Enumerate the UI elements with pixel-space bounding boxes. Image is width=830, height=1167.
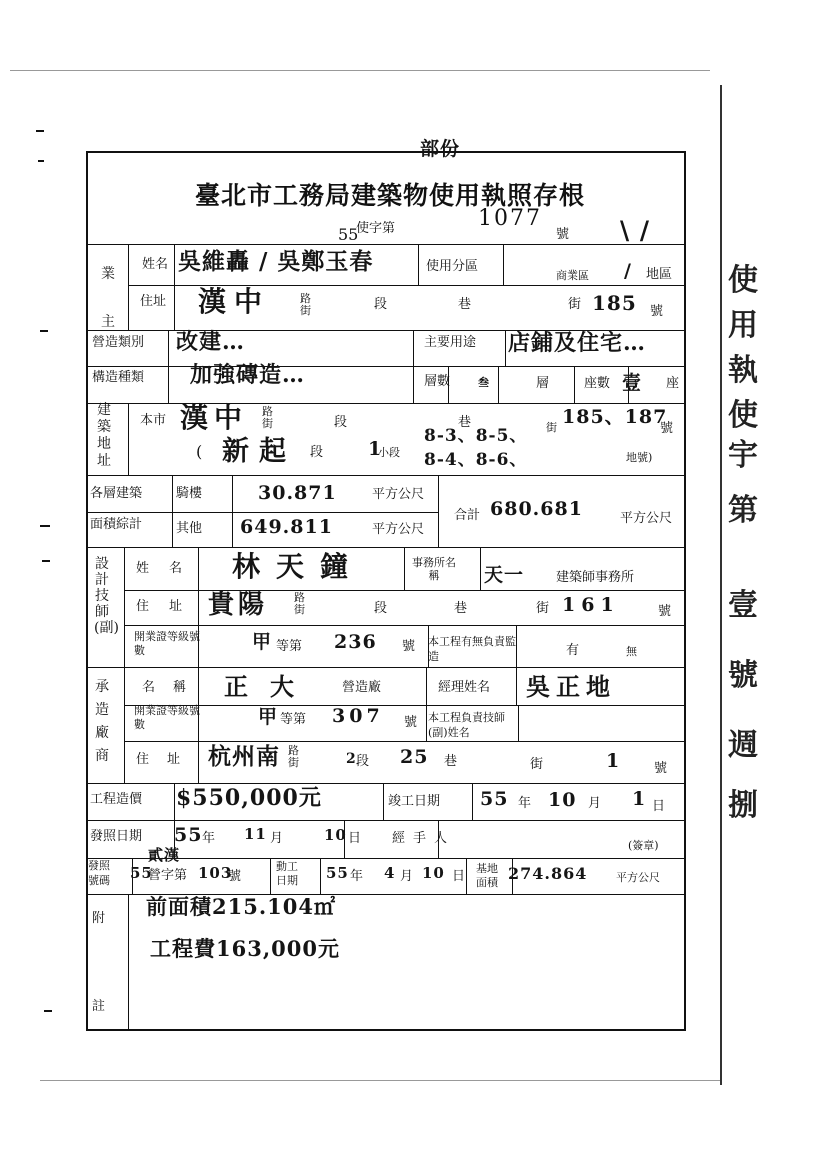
designer-xiang: 巷 <box>454 601 468 616</box>
complete-month-unit: 月 <box>588 796 602 811</box>
handler-label: 經手人 <box>392 831 456 846</box>
owner-road-street: 路 街 <box>300 292 311 317</box>
designer-license-number: 236 <box>334 631 377 653</box>
owner-group-label: 業主 <box>101 266 115 330</box>
contractor-duan: 段 <box>356 754 370 769</box>
site-duan: 段 <box>334 415 348 430</box>
issue-month-unit: 月 <box>270 831 284 846</box>
seal-label: (簽章) <box>628 839 659 852</box>
designer-address-number: 161 <box>562 594 620 616</box>
start-day: 10 <box>422 864 445 882</box>
supervise-label: 本工程有無負責監造 <box>428 635 516 663</box>
designer-duan: 段 <box>374 601 388 616</box>
issue-number-label: 發照號碼 <box>88 859 110 887</box>
buildings-value: 壹 <box>622 372 643 394</box>
contractor-license-mid: 等第 <box>280 712 307 727</box>
cert-prefix: 55 <box>338 225 359 244</box>
supervise-value: 有 <box>566 643 580 658</box>
arcade-value: 30.871 <box>258 482 337 504</box>
contractor-address-xiang: 25 <box>400 746 429 768</box>
owner-hao: 號 <box>650 304 664 319</box>
corner-mark: \ / <box>620 216 650 245</box>
zone-label: 使用分區 <box>426 259 479 274</box>
designer-license-mid: 等第 <box>276 639 303 654</box>
edge-char: 執 <box>728 353 758 388</box>
scan-dash <box>42 560 50 562</box>
site-road: 漢中 <box>180 401 249 434</box>
scan-dash <box>38 160 44 162</box>
issue-number-value: 103 <box>198 864 233 882</box>
edge-char: 捌 <box>728 788 758 823</box>
floors-unit: 層 <box>536 376 550 391</box>
site-section: 新起 <box>222 436 296 467</box>
issue-month-value: 11 <box>244 825 267 843</box>
use-label: 主要用途 <box>424 335 477 350</box>
site-hao: 號 <box>660 421 674 436</box>
owner-address-number: 185 <box>592 291 637 315</box>
owner-duan: 段 <box>374 297 388 312</box>
complete-day-unit: 日 <box>652 799 666 814</box>
other-label: 其他 <box>176 521 203 536</box>
site-group-label: 建築地址 <box>97 402 111 469</box>
start-year: 55 <box>326 864 349 882</box>
designer-license-label: 開業證等級號數 <box>134 630 200 657</box>
edge-char: 用 <box>728 308 758 343</box>
base-value: 274.864 <box>508 864 588 883</box>
notes-label-bottom: 註 <box>92 999 106 1014</box>
edge-char: 壹 <box>728 588 758 623</box>
edge-char: 第 <box>728 493 758 528</box>
contractor-name-label: 名稱 <box>142 680 205 695</box>
site-lots-line1: 8-3、8-5、 <box>424 426 528 446</box>
type-label: 營造類別 <box>92 335 145 350</box>
site-duan2: 段 <box>310 445 324 460</box>
notes-line-1: 前面積215.104㎡ <box>146 894 336 919</box>
contractor-license-grade: 甲 <box>258 706 279 728</box>
contractor-xiang: 巷 <box>444 754 458 769</box>
buildings-label: 座數 <box>584 376 611 391</box>
contractor-group-label: 承造廠商 <box>95 679 109 764</box>
site-road-street: 路 街 <box>262 405 273 430</box>
issue-year-unit: 年 <box>202 831 216 846</box>
complete-day: 1 <box>632 788 647 810</box>
cost-label: 工程造價 <box>90 792 143 807</box>
office-suffix: 建築師事務所 <box>556 570 635 585</box>
site-subsection: 1 <box>368 438 383 460</box>
designer-group-label: 設計技師(副) <box>94 556 119 636</box>
contractor-hao: 號 <box>654 761 668 776</box>
site-xiang: 巷 <box>458 415 472 430</box>
edge-char: 號 <box>728 658 758 693</box>
issue-number-prefix: 55 <box>130 864 153 882</box>
designer-road-street: 路 街 <box>294 591 305 616</box>
owner-name-value: 吳維轟 / 吳鄭玉春 <box>178 248 374 275</box>
designer-name-label: 姓名 <box>136 561 203 576</box>
contractor-name-value: 正大 <box>224 672 316 701</box>
contractor-jie: 街 <box>530 757 544 772</box>
issue-number-annot: 貳漢 <box>148 846 181 864</box>
manager-label: 經理姓名 <box>438 680 491 695</box>
site-subsection-label: 小段 <box>378 446 400 459</box>
start-label: 動工日期 <box>276 860 298 887</box>
edge-char: 週 <box>728 728 758 763</box>
floors-value: 叁 <box>478 376 489 389</box>
document-title: 臺北市工務局建築物使用執照存根 <box>194 181 585 210</box>
owner-xiang: 巷 <box>458 297 472 312</box>
start-year-unit: 年 <box>350 869 364 884</box>
owner-jie: 街 <box>568 297 582 312</box>
issue-date-label: 發照日期 <box>90 829 143 844</box>
issue-day-value: 10 <box>324 826 347 844</box>
contractor-road-street: 路 街 <box>288 744 299 769</box>
complete-year: 55 <box>480 788 509 810</box>
title-annotation: 部份 <box>420 138 461 160</box>
designer-address-label: 住址 <box>136 599 203 614</box>
struct-label: 構造種類 <box>92 370 145 385</box>
start-month: 4 <box>384 864 396 882</box>
designer-jie: 街 <box>536 601 550 616</box>
area-label-1: 各層建築 <box>90 486 143 501</box>
scan-dash <box>40 525 50 527</box>
owner-address-label: 住址 <box>140 294 167 309</box>
site-lot-label: 地號) <box>626 451 653 464</box>
scan-dash <box>36 130 44 132</box>
issue-day-unit: 日 <box>348 831 362 846</box>
cost-value: $550,000元 <box>176 785 322 811</box>
scan-bottom-line <box>40 1080 720 1081</box>
zone-prefix: 商業區 <box>556 269 589 282</box>
issue-year-value: 55 <box>174 824 203 846</box>
complete-year-unit: 年 <box>518 796 532 811</box>
issue-number-suffix: 號 <box>228 869 242 884</box>
contractor-license-hao: 號 <box>404 715 418 730</box>
zone-suffix: 地區 <box>646 267 673 282</box>
edge-char: 宇 <box>728 438 758 473</box>
notes-line-2: 工程費163,000元 <box>150 936 340 961</box>
area-label-2: 面積綜計 <box>90 517 143 532</box>
complete-month: 10 <box>548 789 577 811</box>
cert-suffix: 號 <box>556 227 570 242</box>
total-value: 680.681 <box>490 498 583 520</box>
edge-char: 使 <box>728 263 758 298</box>
zone-mark: / <box>624 260 632 282</box>
issue-number-mid: 營字第 <box>148 868 188 883</box>
notes-label-top: 附 <box>92 911 106 926</box>
contractor-license-label: 開業證等級號數 <box>134 704 200 731</box>
floors-label: 層數 <box>424 374 451 389</box>
buildings-unit: 座 <box>666 376 680 391</box>
office-label: 事務所名稱 <box>412 556 456 582</box>
contractor-license-number: 307 <box>332 705 384 727</box>
supervise-alt: 無 <box>626 645 637 658</box>
scan-dash <box>40 330 48 332</box>
owner-address-road: 漢中 <box>198 285 271 318</box>
contractor-address-road: 杭州南 <box>208 743 280 770</box>
struct-value: 加強磚造… <box>190 362 306 388</box>
designer-license-hao: 號 <box>402 639 416 654</box>
manager-value: 吳正地 <box>526 672 616 701</box>
total-label: 合計 <box>454 508 481 523</box>
base-label: 基地面積 <box>476 862 498 889</box>
total-unit: 平方公尺 <box>620 511 673 526</box>
contractor-address-duan: 2 <box>346 751 357 767</box>
designer-hao: 號 <box>658 604 672 619</box>
start-month-unit: 月 <box>400 869 414 884</box>
other-unit: 平方公尺 <box>372 522 425 537</box>
contractor-address-label: 住址 <box>136 752 199 767</box>
site-numbers: 185、187 <box>562 406 668 428</box>
cert-mid-label: 使字第 <box>356 221 396 236</box>
arcade-unit: 平方公尺 <box>372 487 425 502</box>
edge-char: 使 <box>728 398 758 433</box>
scan-right-border <box>720 85 722 1085</box>
office-value: 天一 <box>484 564 525 586</box>
site-city-label: 本市 <box>140 413 167 428</box>
contractor-address-number: 1 <box>606 750 621 772</box>
other-value: 649.811 <box>240 516 333 538</box>
complete-label: 竣工日期 <box>388 794 441 809</box>
arcade-label: 騎樓 <box>176 486 203 501</box>
cert-number: 1077 <box>478 206 542 231</box>
scan-dash <box>44 1010 52 1012</box>
contractor-firm-suffix: 營造廠 <box>342 680 382 695</box>
site-lots-line2: 8-4、8-6、 <box>424 450 528 470</box>
base-unit: 平方公尺 <box>616 871 660 884</box>
designer-address-road: 貴陽 <box>208 590 269 620</box>
type-value: 改建… <box>176 329 246 355</box>
use-value: 店鋪及住宅… <box>508 330 647 356</box>
tech-label: 本工程負責技師(副)姓名 <box>428 711 505 739</box>
designer-license-grade: 甲 <box>252 631 273 653</box>
owner-name-label: 姓名 <box>142 257 169 272</box>
designer-name-value: 林天鐘 <box>232 550 365 583</box>
site-jie: 街 <box>546 421 557 434</box>
start-day-unit: 日 <box>452 869 466 884</box>
scan-top-line <box>10 70 710 71</box>
site-paren-open: ( <box>196 442 203 461</box>
